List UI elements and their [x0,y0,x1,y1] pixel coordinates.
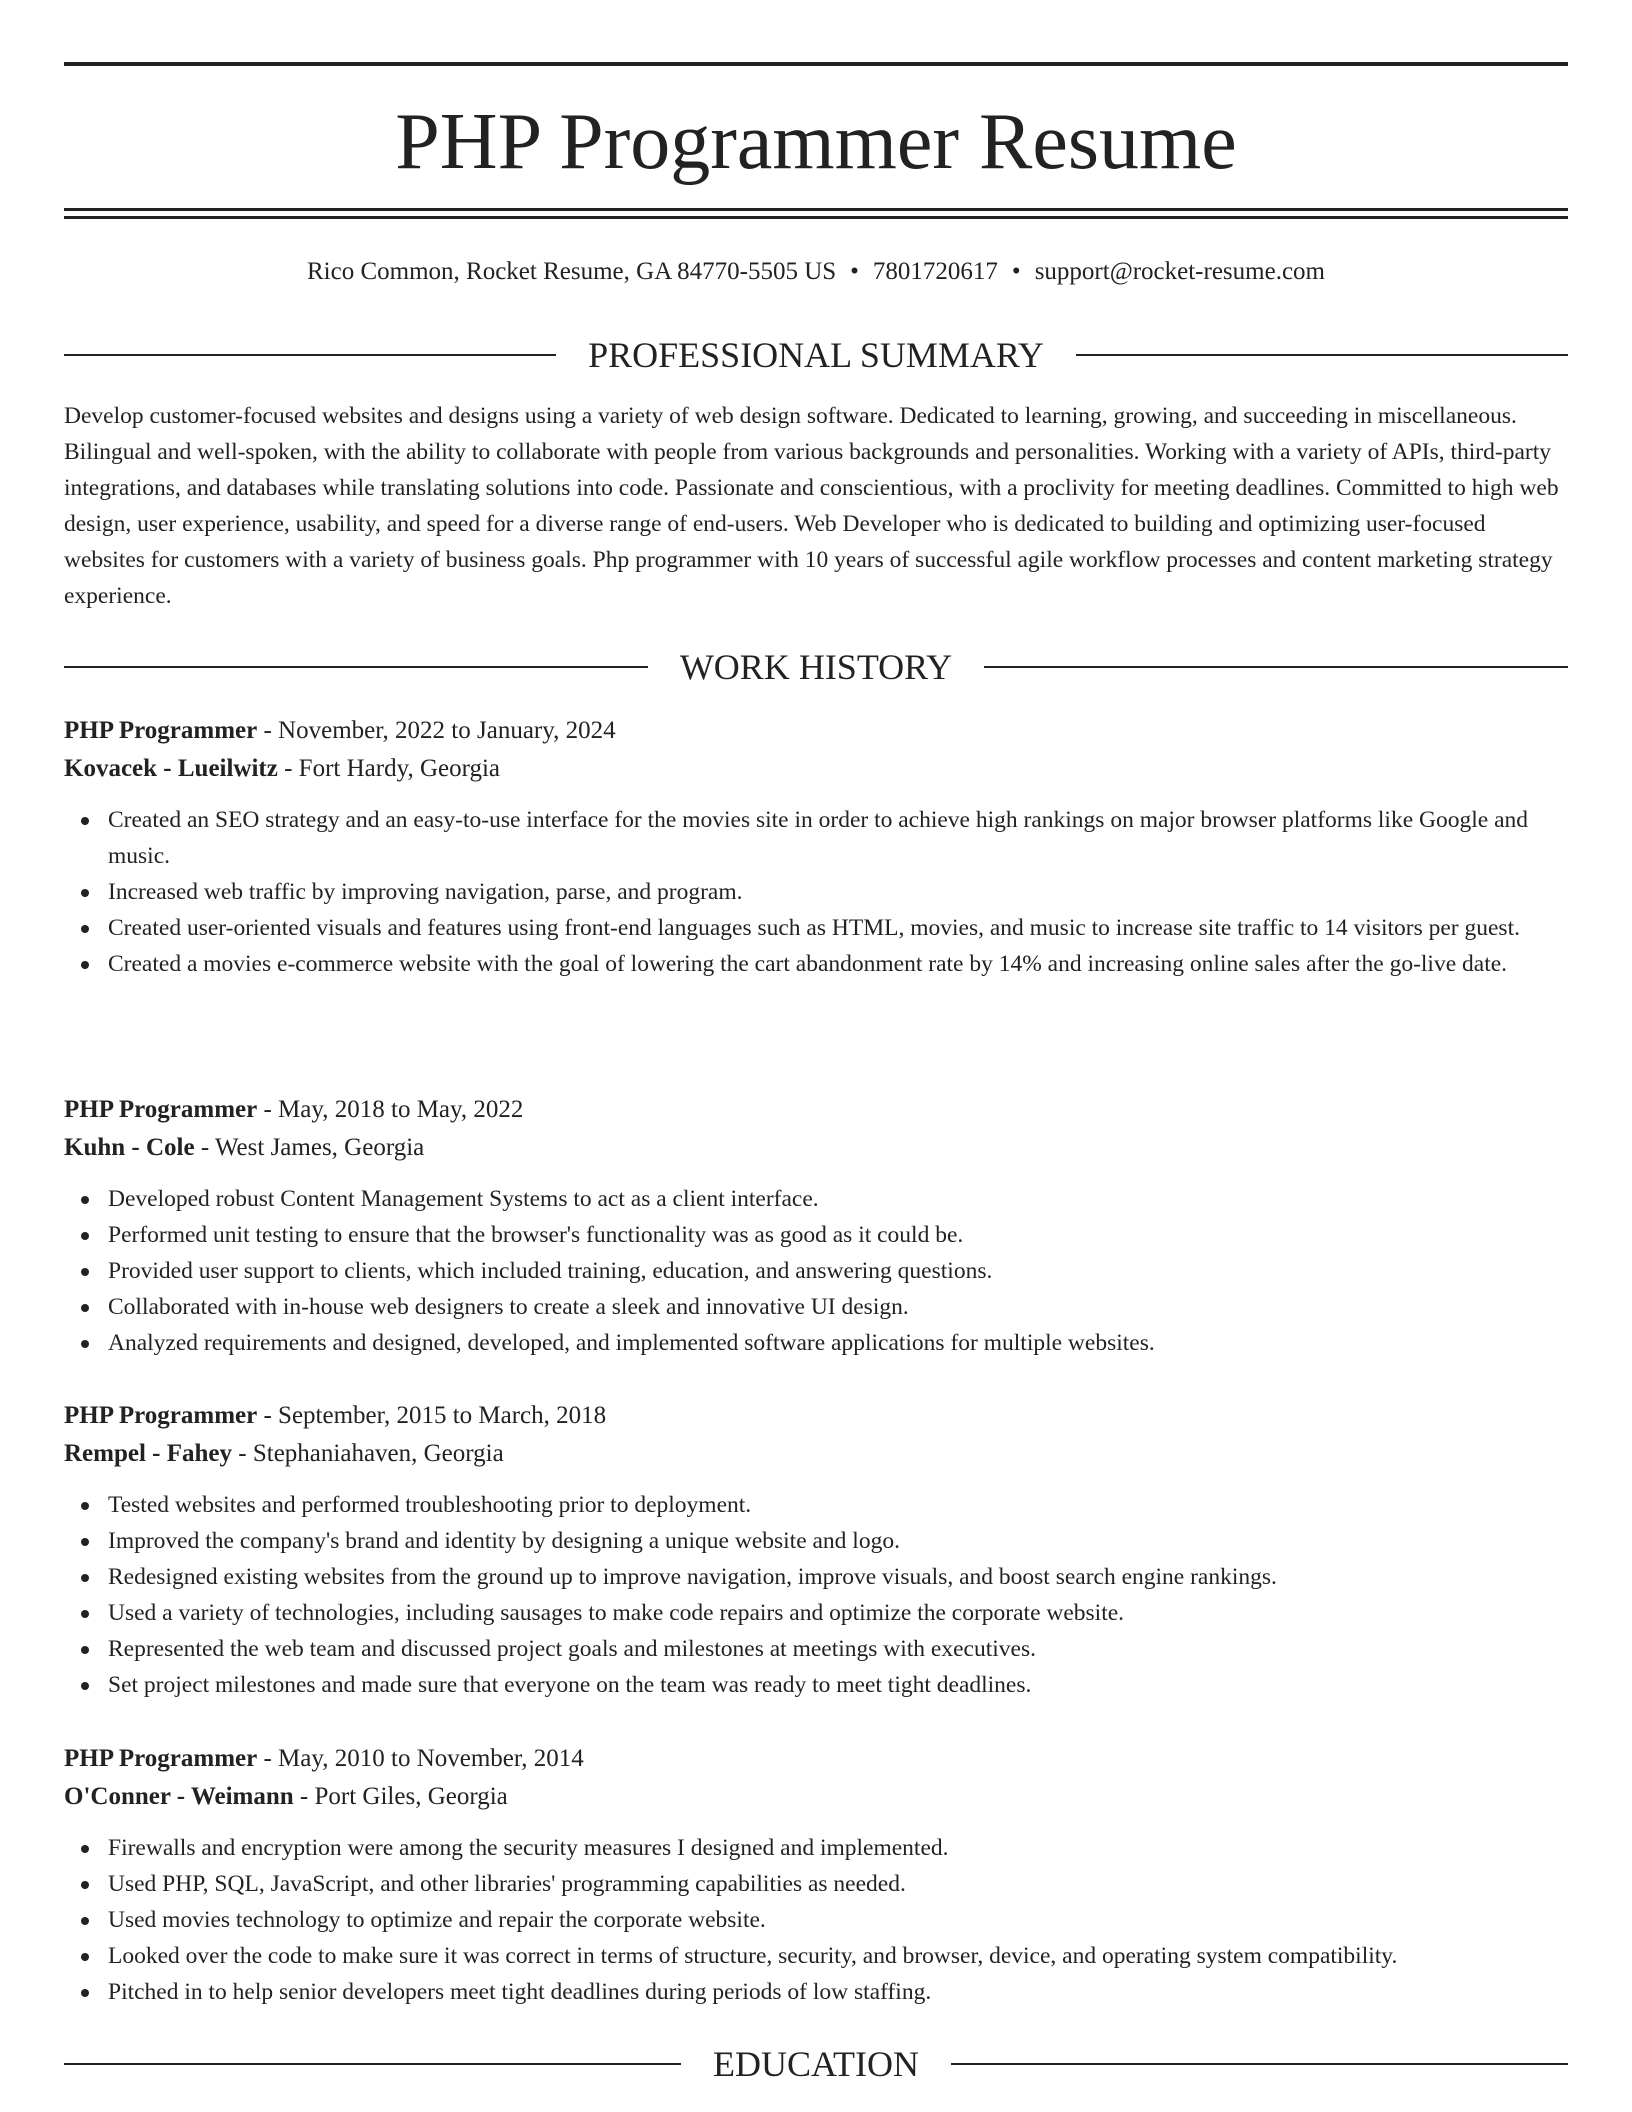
list-item: Used a variety of technologies, including sausages to make code repairs and optimize the corporate website. [108,1595,1568,1631]
heading-rule-right [951,2063,1568,2065]
job-company-line [64,750,1568,788]
section-heading-summary [64,333,1568,377]
list-item: Used PHP, SQL, JavaScript, and other libraries' programming capabilities as needed. [108,1866,1568,1902]
summary-text: Develop customer-focused websites and designs using a variety of web design software. Dedicated to learning, growing, and succeeding in miscellaneous. Bilingual and well-spoken, with the ability to collaborate with people from various backgrounds and personalities. Working with a variety of APIs, third-party integrations, and databases while translating solutions into code. Passionate and conscientious, with a proclivity for meeting deadlines. Committed to high web design, user experience, usability, and speed for a diverse range of end-users. Web Developer who is dedicated to building and optimizing user-focused websites for customers with a variety of business goals. Php programmer with 10 years of successful agile workflow processes and content marketing strategy experience. [64,403,1559,609]
list-item: Used movies technology to optimize and repair the corporate website. [108,1902,1568,1938]
section-heading-label: EDUCATION [713,2044,919,2084]
job-company-line [64,1778,1568,1816]
list-item: Performed unit testing to ensure that the browser's functionality was as good as it could be. [108,1217,1568,1253]
list-item: Tested websites and performed troubleshooting prior to deployment. [108,1487,1568,1523]
contact-phone: 7801720617 [872,258,998,285]
job-company-line [64,1129,1568,1167]
heading-rule-left [64,666,648,668]
contact-line [64,256,1568,288]
job-title-line [64,1091,1568,1129]
list-item: Developed robust Content Management Systems to act as a client interface. [108,1181,1568,1217]
job-entry [64,1740,1568,2010]
job-title-line [64,1740,1568,1778]
job-bullets [64,802,1568,982]
job-company: Kovacek - Lueilwitz [64,755,278,782]
job-company: Rempel - Fahey [64,1440,233,1467]
list-item: Represented the web team and discussed project goals and milestones at meetings with executives. [108,1631,1568,1667]
contact-address: Rico Common, Rocket Resume, GA 84770-5505 US [307,258,837,285]
top-rule [64,62,1568,66]
contact-separator: • [850,258,859,285]
job-title-line [64,712,1568,750]
title-rule-lower [64,216,1568,219]
job-location: - Fort Hardy, Georgia [277,755,501,782]
list-item: Firewalls and encryption were among the security measures I designed and implemented. [108,1830,1568,1866]
list-item: Created an SEO strategy and an easy-to-use interface for the movies site in order to achieve high rankings on major browser platforms like Google and music. [108,802,1568,874]
job-company: O'Conner - Weimann [64,1783,294,1810]
job-title-line [64,1397,1568,1435]
job-title: PHP Programmer [64,717,258,744]
heading-rule-left [64,2063,681,2065]
job-dates: - May, 2010 to November, 2014 [257,1745,584,1772]
job-bullets [64,1487,1568,1703]
job-location: - West James, Georgia [194,1134,425,1161]
list-item: Looked over the code to make sure it was correct in terms of structure, security, and browser, device, and operating system compatibility. [108,1938,1568,1974]
heading-rule-right [984,666,1568,668]
page-title: PHP Programmer Resume [395,98,1237,186]
list-item: Increased web traffic by improving navigation, parse, and program. [108,874,1568,910]
job-dates: - September, 2015 to March, 2018 [257,1402,607,1429]
heading-rule-left [64,354,556,356]
section-heading-label: WORK HISTORY [679,647,953,687]
job-company: Kuhn - Cole [64,1134,195,1161]
heading-rule-right [1076,354,1568,356]
job-dates: - November, 2022 to January, 2024 [257,717,616,744]
job-company-line [64,1435,1568,1473]
job-entry [64,712,1568,982]
job-entry [64,1397,1568,1703]
job-title: PHP Programmer [64,1402,258,1429]
list-item: Created a movies e-commerce website with the goal of lowering the cart abandonment rate by 14% and increasing online sales after the go-live date. [108,946,1568,982]
job-location: - Stephaniahaven, Georgia [232,1440,504,1467]
job-bullets [64,1830,1568,2010]
list-item: Collaborated with in-house web designers to create a sleek and innovative UI design. [108,1289,1568,1325]
list-item: Analyzed requirements and designed, developed, and implemented software applications for multiple websites. [108,1325,1568,1361]
job-location: - Port Giles, Georgia [293,1783,508,1810]
list-item: Redesigned existing websites from the ground up to improve navigation, improve visuals, and boost search engine rankings. [108,1559,1568,1595]
title-rule-upper [64,208,1568,211]
section-heading-label: PROFESSIONAL SUMMARY [588,335,1044,375]
job-dates: - May, 2018 to May, 2022 [257,1096,524,1123]
job-entry [64,1091,1568,1361]
list-item: Provided user support to clients, which included training, education, and answering questions. [108,1253,1568,1289]
contact-separator: • [1011,258,1021,285]
job-title: PHP Programmer [64,1096,258,1123]
section-heading-education [64,2042,1568,2086]
list-item: Improved the company's brand and identity by designing a unique website and logo. [108,1523,1568,1559]
job-title: PHP Programmer [64,1745,258,1772]
list-item: Set project milestones and made sure that everyone on the team was ready to meet tight deadlines. [108,1667,1568,1703]
contact-email: support@rocket-resume.com [1034,258,1325,285]
job-bullets [64,1181,1568,1361]
section-heading-work [64,645,1568,689]
list-item: Created user-oriented visuals and features using front-end languages such as HTML, movies, and music to increase site traffic to 14 visitors per guest. [108,910,1568,946]
list-item: Pitched in to help senior developers meet tight deadlines during periods of low staffing. [108,1974,1568,2010]
